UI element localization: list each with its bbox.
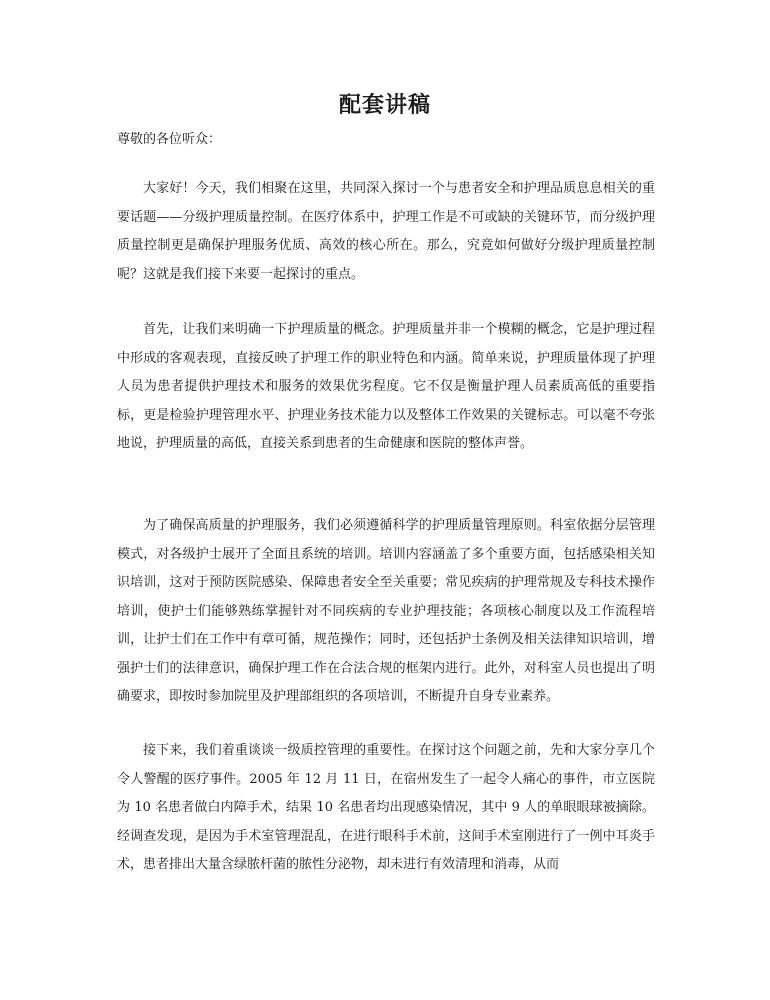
document-title: 配套讲稿 — [338, 92, 431, 118]
paragraph-greeting: 大家好！今天，我们相聚在这里，共同深入探讨一个与患者安全和护理品质息息相关的重要话题——分级护理质量控制。在医疗体系中，护理工作是不可或缺的关键环节，而分级护理质量控制更是确保护理服务优质、高效的核心所在。那么，究竟如何做好分级护理质量控制呢？这就是我们接下来要一起探讨的重点。 — [117, 181, 655, 282]
paragraph-quality-concept: 首先，让我们来明确一下护理质量的概念。护理质量并非一个模糊的概念，它是护理过程中形成的客观表现，直接反映了护理工作的职业特色和内涵。简单来说，护理质量体现了护理人员为患者提供护理技术和服务的效果优劣程度。它不仅是衡量护理人员素质高低的重要指标，更是检验护理管理水平、护理业务技术能力以及整体工作效果的关键标志。可以毫不夸张地说，护理质量的高低，直接关系到患者的生命健康和医院的整体声誉。 — [117, 322, 655, 451]
salutation: 尊敬的各位听众： — [117, 132, 222, 147]
paragraph-training: 为了确保高质量的护理服务，我们必须遵循科学的护理质量管理原则。科室依据分层管理模式，对各级护士展开了全面且系统的培训。培训内容涵盖了多个重要方面，包括感染相关知识培训，这对于预防医院感染、保障患者安全至关重要；常见疾病的护理常规及专科技术操作培训，使护士们能够熟练掌握针对不同疾病的专业护理技能；各项核心制度以及工作流程培训，让护士们在工作中有章可循，规范操作；同时，还包括护士条例及相关法律知识培训，增强护士们的法律意识，确保护理工作在合法合规的框架内进行。此外，对科室人员也提出了明确要求，即按时参加院里及护理部组织的各项培训，不断提升自身专业素养。 — [117, 518, 655, 704]
paragraph-first-level-control: 接下来，我们着重谈谈一级质控管理的重要性。在探讨这个问题之前，先和大家分享几个令人警醒的医疗事件。2005 年 12 月 11 日，在宿州发生了一起令人痛心的事件，市立医院为 10 名患者做白内障手术，结果 10 名患者均出现感染情况，其中 9 人的单眼眼球被摘除。经调查发现，是因为手术室管理混乱，在进行眼科手术前，这间手术室刚进行了一例中耳炎手术，患者排出大量含绿脓杆菌的脓性分泌物，却未进行有效清理和消毒，从而 — [117, 743, 655, 872]
